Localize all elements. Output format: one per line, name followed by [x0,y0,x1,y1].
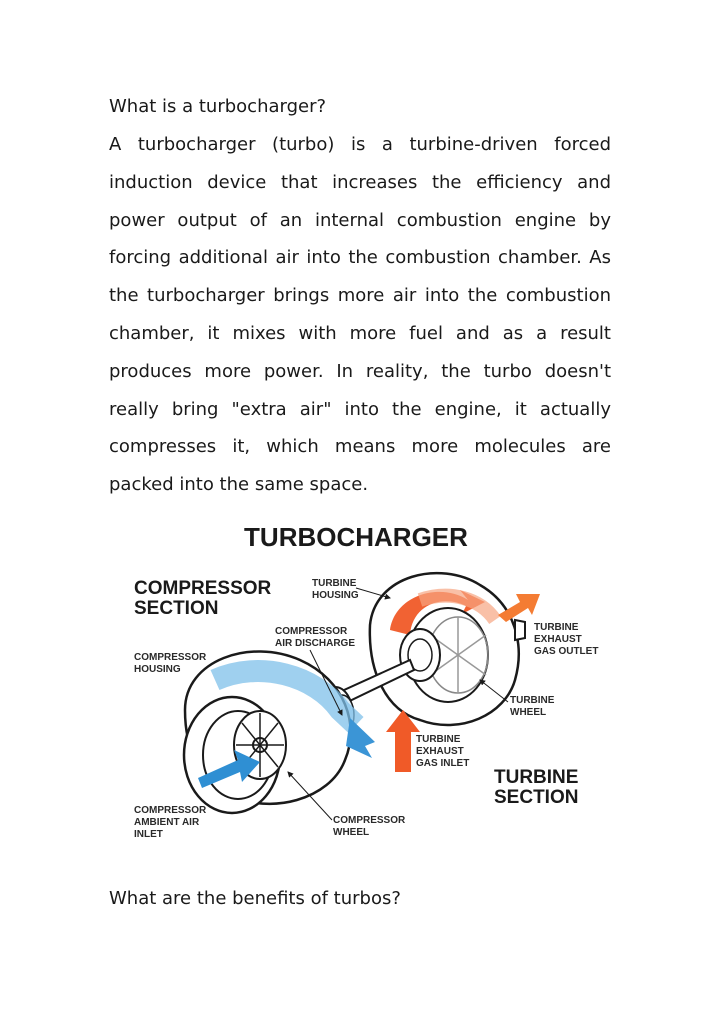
section-heading: What is a turbocharger? [109,96,327,117]
svg-text:WHEEL: WHEEL [333,827,370,838]
svg-text:EXHAUST: EXHAUST [534,634,582,645]
svg-text:AMBIENT AIR: AMBIENT AIR [134,817,200,828]
svg-text:TURBINE: TURBINE [510,695,555,706]
svg-text:COMPRESSOR: COMPRESSOR [134,652,207,663]
turbocharger-diagram [120,510,610,855]
diagram-title: TURBOCHARGER [244,522,468,552]
compressor-section-line2: SECTION [134,598,219,619]
svg-text:GAS INLET: GAS INLET [416,758,470,769]
body-paragraph: A turbocharger (turbo) is a turbine-driven forced induction device that increases the efficiency and power output of an internal combustion engine by forcing additional air into the combustion chamber. As the turbocharger brings more air into the combustion chamber, it mixes with more fuel and as a result produces more power. In reality, the turbo doesn't really bring "extra air" into the engine, it actually compresses it, which means more molecules are packed into the same space. [109,134,611,496]
svg-text:INLET: INLET [134,829,163,840]
label-turbine-exhaust-gas-outlet [534,622,598,657]
discharge-arrow [346,718,375,758]
svg-text:HOUSING: HOUSING [312,590,359,601]
label-compressor-housing [134,652,207,675]
label-turbine-housing [312,578,390,601]
next-section-heading: What are the benefits of turbos? [109,888,401,909]
svg-text:AIR DISCHARGE: AIR DISCHARGE [275,638,356,649]
svg-text:TURBINE: TURBINE [416,734,461,745]
svg-text:TURBINE: TURBINE [312,578,357,589]
svg-text:WHEEL: WHEEL [510,707,547,718]
svg-text:COMPRESSOR: COMPRESSOR [275,626,348,637]
svg-text:HOUSING: HOUSING [134,664,181,675]
turbine-section-line1: TURBINE [494,767,579,788]
label-turbine-exhaust-gas-inlet [416,734,469,769]
turbine-section-line2: SECTION [494,787,579,808]
svg-text:COMPRESSOR: COMPRESSOR [333,815,406,826]
label-compressor-ambient-air-inlet [134,805,207,840]
svg-text:GAS OUTLET: GAS OUTLET [534,646,599,657]
svg-text:COMPRESSOR: COMPRESSOR [134,805,207,816]
compressor-section-line1: COMPRESSOR [134,578,272,599]
svg-text:TURBINE: TURBINE [534,622,579,633]
svg-text:EXHAUST: EXHAUST [416,746,464,757]
